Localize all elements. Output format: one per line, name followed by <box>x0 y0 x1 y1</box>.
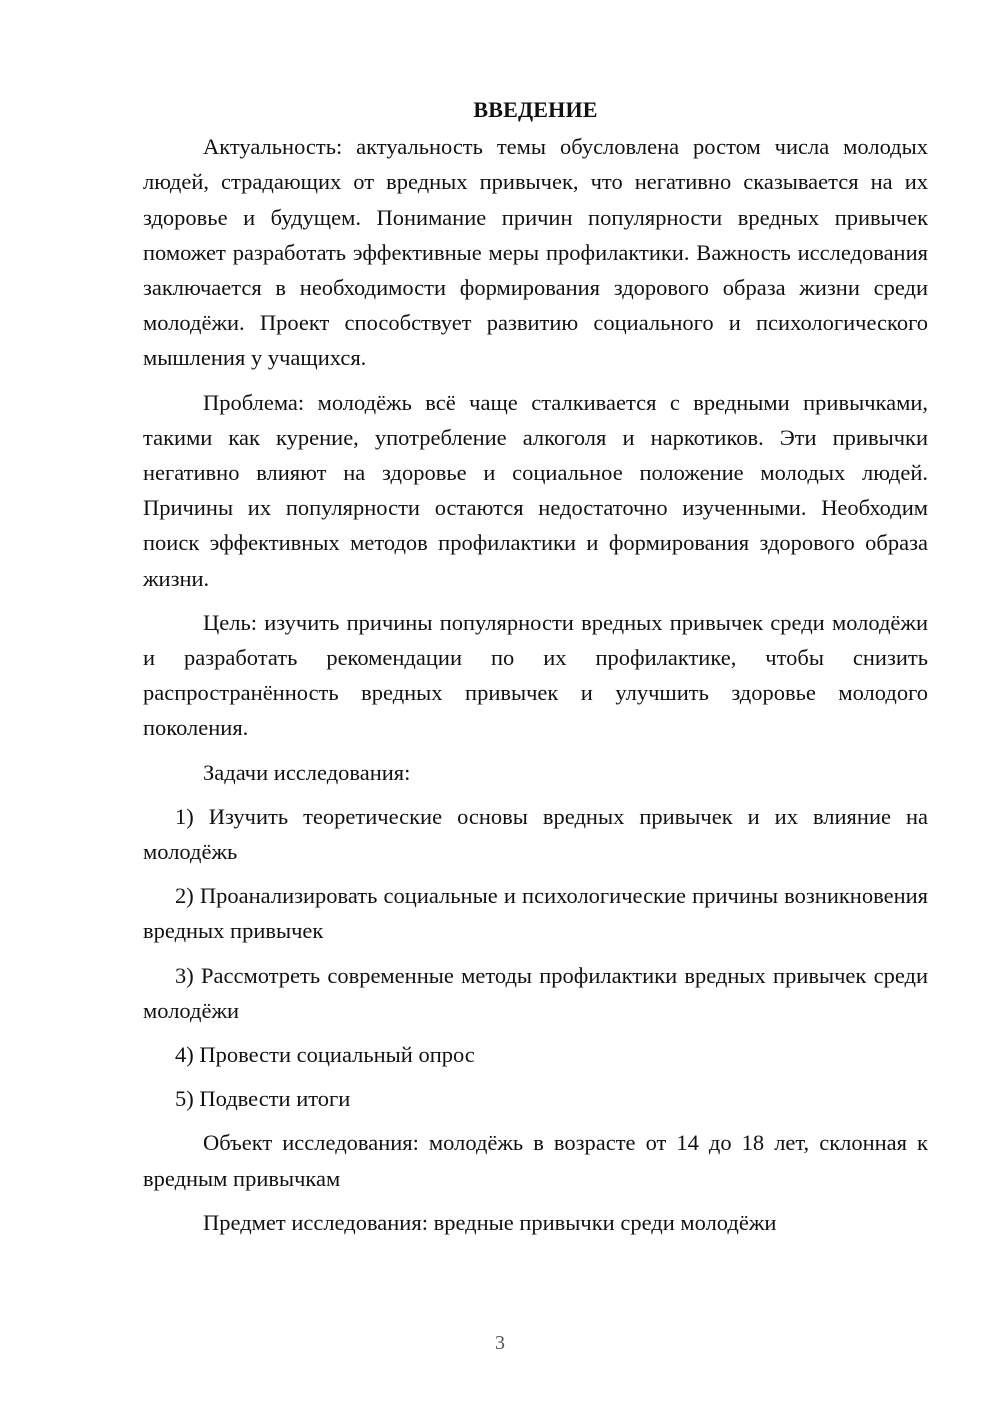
object-paragraph: Объект исследования: молодёжь в возрасте от 14 до 18 лет, склонная к вредным привычкам <box>143 1130 928 1191</box>
task-item-1: 1) Изучить теоретические основы вредных привычек и их влияние на молодёжь <box>143 803 928 865</box>
page-number: 3 <box>495 1332 505 1354</box>
task-item-3: 3) Рассмотреть современные методы профилактики вредных привычек среди молодёжи <box>143 962 928 1023</box>
task-item-5: 5) Подвести итоги <box>175 1086 351 1112</box>
document-body <box>143 92 928 1249</box>
task-item-4: 4) Провести социальный опрос <box>175 1042 475 1068</box>
tasks-list <box>143 799 928 1117</box>
tasks-title: Задачи исследования: <box>203 759 411 785</box>
problem-paragraph: Проблема: молодёжь всё чаще сталкивается с вредными привычками, такими как курение, употребление алкоголя и наркотиков. Эти привычки негативно влияют на здоровье и социальное положение молодых людей. Причины их популярности остаются недостаточно изученными. Необходим поиск эффективных методов профилактики и формирования здорового образа жизни. <box>143 389 928 591</box>
relevance-paragraph: Актуальность: актуальность темы обусловлена ростом числа молодых людей, страдающих от вредных привычек, что негативно сказывается на их здоровье и будущем. Понимание причин популярности вредных привычек поможет разработать эффективные меры профилактики. Важность исследования заключается в необходимости формирования здорового образа жизни среди молодёжи. Проект способствует развитию социального и психологического мышления у учащихся. <box>143 134 928 371</box>
task-item-2: 2) Проанализировать социальные и психологические причины возникновения вредных привычек <box>143 883 928 944</box>
subject-paragraph: Предмет исследования: вредные привычки среди молодёжи <box>203 1209 777 1235</box>
section-heading: ВВЕДЕНИЕ <box>473 97 598 122</box>
goal-paragraph: Цель: изучить причины популярности вредных привычек среди молодёжи и разработать рекомендации по их профилактике, чтобы снизить распространённость вредных привычек и улучшить здоровье молодого поколения. <box>143 609 928 741</box>
